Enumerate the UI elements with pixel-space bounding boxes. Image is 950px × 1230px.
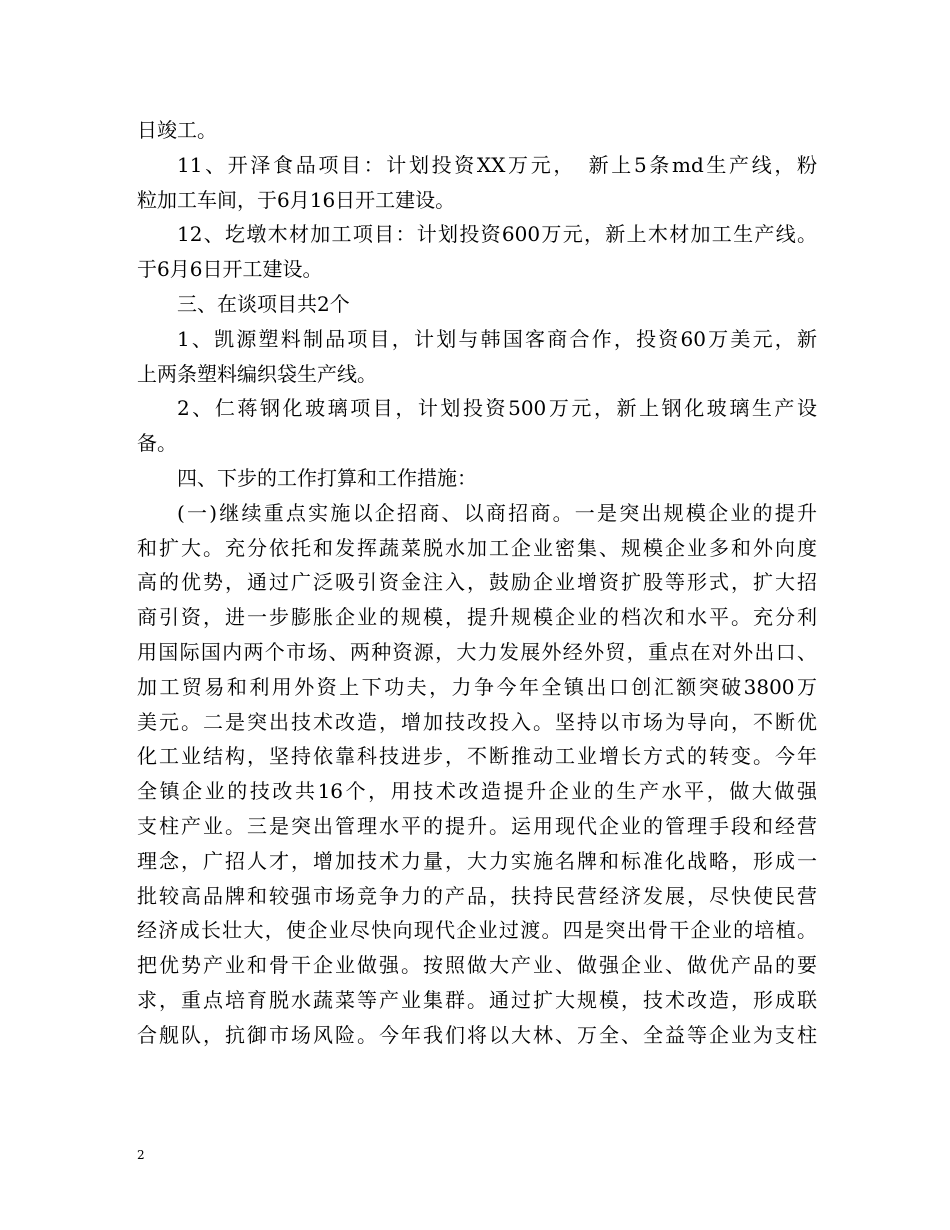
text-line: 和扩大。充分依托和发挥蔬菜脱水加工企业密集、规模企业多和外向度 — [137, 535, 817, 560]
text-line: 批较高品牌和较强市场竞争力的产品，扶持民营经济发展，尽快使民营 — [137, 883, 817, 908]
text-line: 商引资，进一步膨胀企业的规模，提升规模企业的档次和水平。充分利 — [137, 605, 817, 630]
text-line: 合舰队，抗御市场风险。今年我们将以大林、万全、全益等企业为支柱 — [137, 1022, 817, 1047]
text-line: 美元。二是突出技术改造，增加技改投入。坚持以市场为导向，不断优 — [137, 709, 817, 734]
text-line: 12、圪墩木材加工项目：计划投资600万元，新上木材加工生产线。 — [177, 222, 817, 247]
text-line: 四、下步的工作打算和工作措施： — [177, 465, 477, 490]
page-number: 2 — [137, 1148, 145, 1162]
text-line: 11、开泽食品项目：计划投资XX万元， 新上5条md生产线，粉 — [177, 152, 817, 177]
text-line: 备。 — [137, 431, 177, 456]
text-line: 1、凯源塑料制品项目，计划与韩国客商合作，投资60万美元，新 — [177, 326, 817, 351]
text-line: 用国际国内两个市场、两种资源，大力发展外经外贸，重点在对外出口、 — [137, 639, 817, 664]
text-line: 2、仁蒋钢化玻璃项目，计划投资500万元，新上钢化玻璃生产设 — [177, 396, 817, 421]
text-line: 日竣工。 — [137, 118, 217, 142]
text-line: (一)继续重点实施以企招商、以商招商。一是突出规模企业的提升 — [177, 500, 817, 525]
text-line: 上两条塑料编织袋生产线。 — [137, 361, 377, 386]
text-line: 高的优势，通过广泛吸引资金注入，鼓励企业增资扩股等形式，扩大招 — [137, 570, 817, 595]
document-body — [137, 113, 817, 1053]
text-line: 经济成长壮大，使企业尽快向现代企业过渡。四是突出骨干企业的培植。 — [137, 918, 817, 943]
text-line: 支柱产业。三是突出管理水平的提升。运用现代企业的管理手段和经营 — [137, 813, 817, 838]
text-line: 求，重点培育脱水蔬菜等产业集群。通过扩大规模，技术改造，形成联 — [137, 987, 817, 1012]
text-line: 三、在谈项目共2个 — [177, 291, 350, 316]
text-line: 加工贸易和利用外资上下功夫，力争今年全镇出口创汇额突破3800万 — [137, 674, 817, 699]
text-line: 于6月6日开工建设。 — [137, 257, 323, 282]
text-line: 粒加工车间，于6月16日开工建设。 — [137, 187, 456, 212]
text-line: 把优势产业和骨干企业做强。按照做大产业、做强企业、做优产品的要 — [137, 953, 817, 978]
text-line: 理念，广招人才，增加技术力量，大力实施名牌和标准化战略，形成一 — [137, 848, 817, 873]
text-line: 化工业结构，坚持依靠科技进步，不断推动工业增长方式的转变。今年 — [137, 744, 817, 769]
text-line: 全镇企业的技改共16个，用技术改造提升企业的生产水平，做大做强 — [137, 779, 817, 804]
